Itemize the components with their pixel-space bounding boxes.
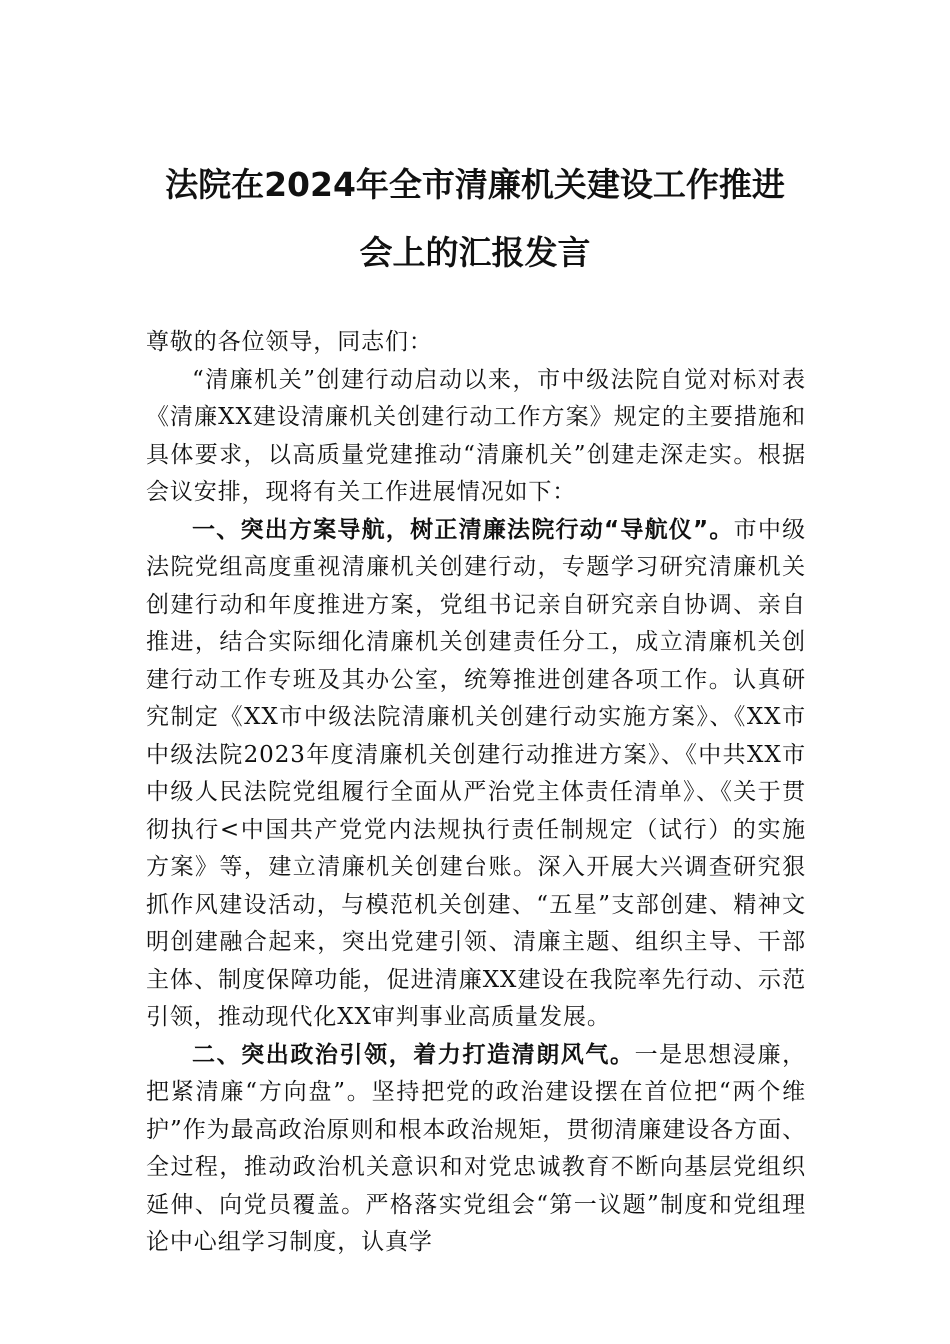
intro-paragraph: “清廉机关”创建行动启动以来，市中级法院自觉对标对表《清廉XX建设清廉机关创建行动工作方案》规定的主要措施和具体要求，以高质量党建推动“清廉机关”创建走深走实。根据会议安排，现将有关工作进展情况如下： (146, 366, 806, 505)
section-1-paragraph (146, 512, 806, 1037)
section-1-heading: 一、突出方案导航，树正清廉法院行动“导航仪”。 (192, 516, 734, 543)
section-2-body: 一是思想浸廉，把紧清廉“方向盘”。坚持把党的政治建设摆在首位把“两个维护”作为最高政治原则和根本政治规矩，贯彻清廉建设各方面、全过程，推动政治机关意识和对党忠诚教育不断向基层党组织延伸、向党员覆盖。严格落实党组会“第一议题”制度和党组理论中心组学习制度，认真学 (146, 1041, 806, 1255)
salutation: 尊敬的各位领导，同志们： (146, 329, 433, 355)
document-title-line-2: 会上的汇报发言 (359, 233, 591, 272)
document-title-line-1: 法院在2024年全市清廉机关建设工作推进 (165, 165, 785, 204)
document-body (146, 324, 806, 1262)
section-2-heading: 二、突出政治引领，着力打造清朗风气。 (192, 1041, 635, 1068)
section-2-paragraph (146, 1037, 806, 1262)
section-1-body: 市中级法院党组高度重视清廉机关创建行动，专题学习研究清廉机关创建行动和年度推进方案，党组书记亲自研究亲自协调、亲自推进，结合实际细化清廉机关创建责任分工，成立清廉机关创建行动工作专班及其办公室，统筹推进创建各项工作。认真研究制定《XX市中级法院清廉机关创建行动实施方案》、《XX市中级法院2023年度清廉机关创建行动推进方案》、《中共XX市中级人民法院党组履行全面从严治党主体责任清单》、《关于贯彻执行<中国共产党党内法规执行责任制规定（试行）的实施方案》等，建立清廉机关创建台账。深入开展大兴调查研究狠抓作风建设活动，与模范机关创建、“五星”支部创建、精神文明创建融合起来，突出党建引领、清廉主题、组织主导、干部主体、制度保障功能，促进清廉XX建设在我院率先行动、示范引领，推动现代化XX审判事业高质量发展。 (146, 516, 806, 1030)
